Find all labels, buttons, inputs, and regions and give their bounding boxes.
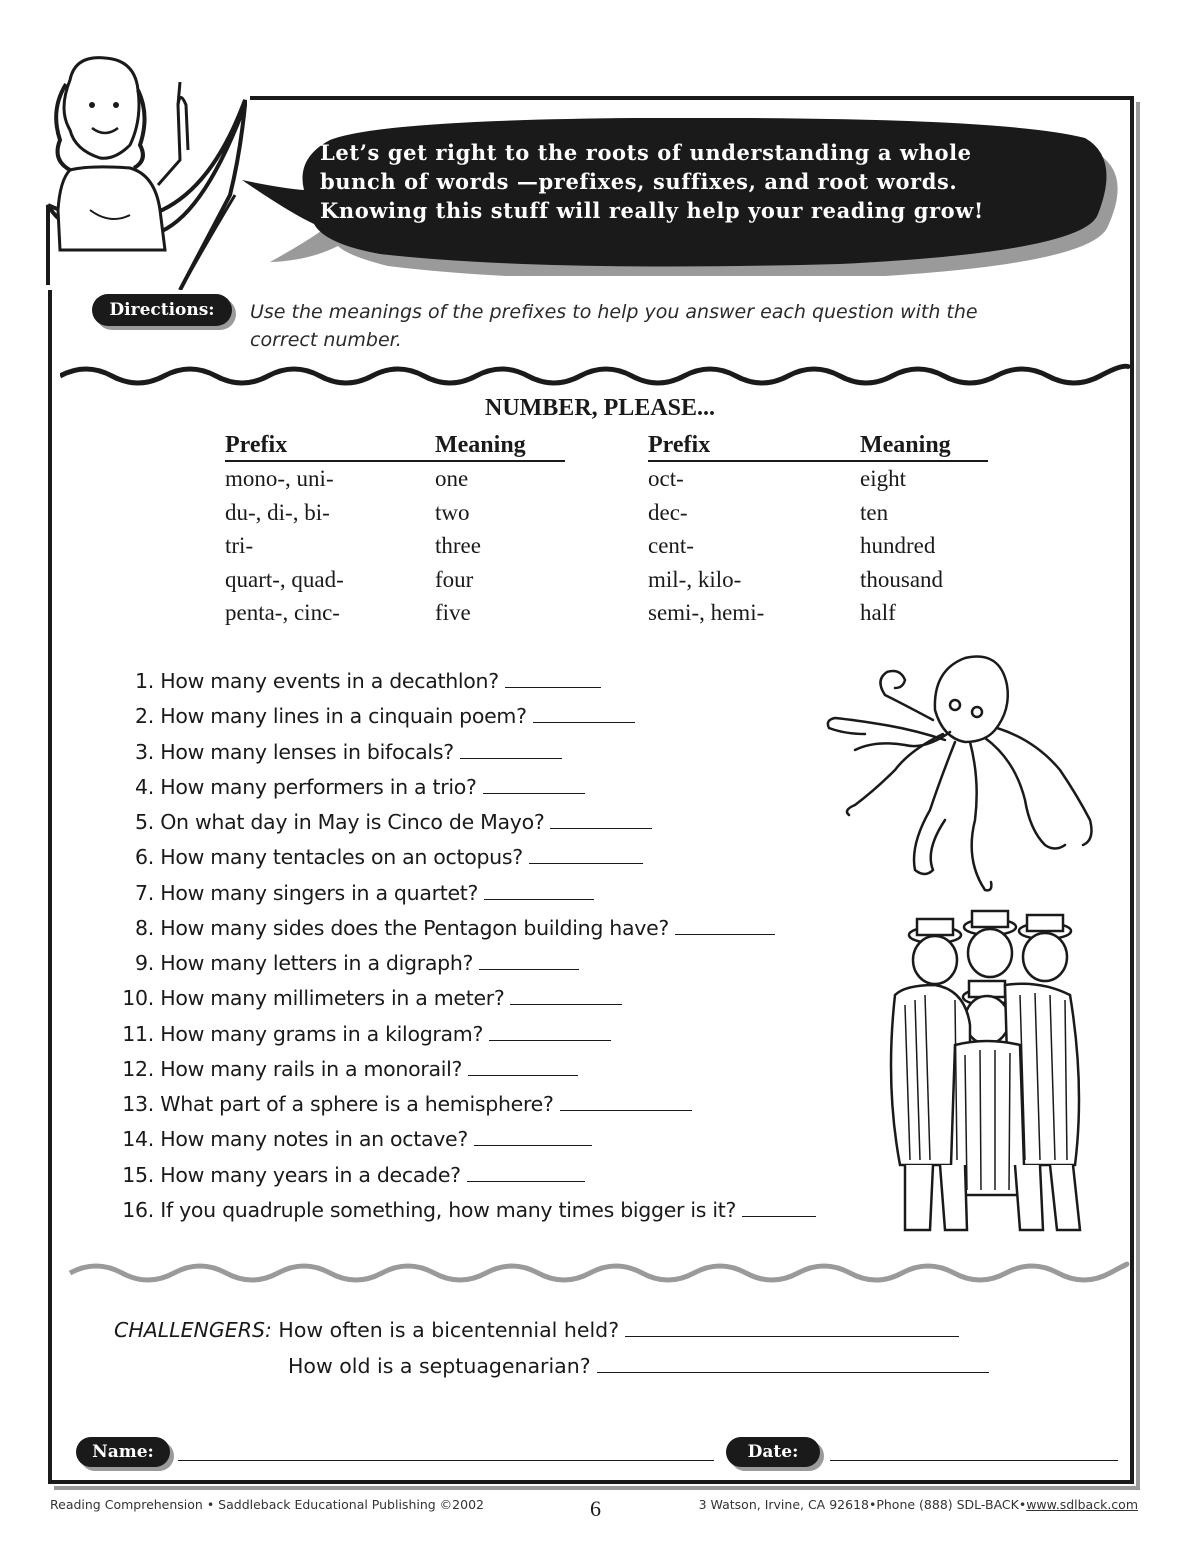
question-text: How many lines in a cinquain poem? bbox=[160, 704, 527, 729]
date-field[interactable] bbox=[830, 1460, 1118, 1461]
answer-blank[interactable] bbox=[597, 1354, 989, 1373]
meaning-cell: four bbox=[435, 566, 474, 592]
question-item bbox=[108, 981, 868, 1016]
answer-blank[interactable] bbox=[460, 740, 562, 759]
question-item bbox=[108, 1158, 868, 1193]
answer-blank[interactable] bbox=[467, 1163, 585, 1182]
directions-text: Use the meanings of the prefixes to help you answer each question with the correct number. bbox=[250, 301, 978, 351]
answer-blank[interactable] bbox=[529, 845, 643, 864]
question-item bbox=[108, 1087, 868, 1122]
answer-blank[interactable] bbox=[510, 986, 622, 1005]
question-item bbox=[108, 1052, 868, 1087]
question-item bbox=[108, 770, 868, 805]
answer-blank[interactable] bbox=[468, 1057, 578, 1076]
question-text: What part of a sphere is a hemisphere? bbox=[160, 1092, 554, 1116]
meaning-cell: two bbox=[435, 499, 470, 525]
question-text: How many tentacles on an octopus? bbox=[160, 845, 523, 870]
answer-blank[interactable] bbox=[483, 775, 585, 794]
meaning-column-1 bbox=[435, 430, 565, 630]
question-text: How many notes in an octave? bbox=[160, 1127, 468, 1152]
name-field[interactable] bbox=[178, 1460, 714, 1461]
question-item bbox=[108, 664, 868, 699]
challengers-section bbox=[114, 1312, 989, 1384]
question-number: 2. bbox=[135, 704, 154, 729]
wavy-divider-bottom bbox=[60, 1255, 1130, 1285]
octopus-illustration bbox=[815, 650, 1100, 895]
challengers-label: CHALLENGERS: bbox=[114, 1318, 272, 1342]
question-item bbox=[108, 876, 868, 911]
footer-credit: Reading Comprehension • Saddleback Educational Publishing ©2002 bbox=[50, 1497, 484, 1512]
prefix-cell: mil-, kilo- bbox=[648, 566, 742, 592]
answer-blank[interactable] bbox=[505, 669, 601, 688]
prefix-cell: cent- bbox=[648, 533, 694, 558]
question-number: 12. bbox=[122, 1056, 154, 1081]
barbershop-quartet-illustration bbox=[875, 905, 1095, 1240]
question-number: 15. bbox=[122, 1162, 154, 1187]
meaning-column-2 bbox=[860, 430, 988, 630]
answer-blank[interactable] bbox=[474, 1127, 592, 1146]
speech-line: Let’s get right to the roots of understanding a whole bbox=[320, 140, 972, 165]
challenger-question: How often is a bicentennial held? bbox=[278, 1318, 620, 1342]
speech-line: Knowing this stuff will really help your reading grow! bbox=[320, 198, 984, 223]
meaning-cell: thousand bbox=[860, 566, 944, 592]
question-number: 6. bbox=[135, 845, 154, 870]
name-label: Name: bbox=[76, 1437, 170, 1467]
question-number: 8. bbox=[135, 915, 154, 940]
question-list bbox=[108, 664, 868, 1228]
question-item bbox=[108, 1017, 868, 1052]
question-item bbox=[108, 735, 868, 770]
question-text: How many grams in a kilogram? bbox=[160, 1021, 484, 1046]
answer-blank[interactable] bbox=[489, 1022, 611, 1041]
column-header: Meaning bbox=[860, 430, 988, 462]
answer-blank[interactable] bbox=[675, 916, 775, 935]
prefix-cell: oct- bbox=[648, 466, 684, 491]
prefix-cell: semi-, hemi- bbox=[648, 600, 765, 625]
question-number: 1. bbox=[135, 669, 154, 693]
question-text: How many years in a decade? bbox=[160, 1162, 461, 1187]
question-text: How many sides does the Pentagon building have? bbox=[160, 915, 669, 940]
question-text: How many events in a decathlon? bbox=[160, 669, 499, 693]
page-number: 6 bbox=[590, 1496, 601, 1521]
question-text: If you quadruple something, how many times bigger is it? bbox=[160, 1197, 737, 1222]
question-number: 9. bbox=[135, 951, 154, 975]
speech-bubble-text bbox=[320, 138, 1100, 225]
column-header: Meaning bbox=[435, 430, 565, 462]
prefix-cell: quart-, quad- bbox=[225, 566, 344, 592]
question-text: How many performers in a trio? bbox=[160, 774, 477, 799]
meaning-cell: half bbox=[860, 600, 896, 625]
question-item bbox=[108, 1122, 868, 1157]
speech-line: bunch of words —prefixes, suffixes, and root words. bbox=[320, 169, 958, 194]
question-text: On what day in May is Cinco de Mayo? bbox=[160, 810, 545, 834]
meaning-cell: one bbox=[435, 466, 469, 491]
directions-label: Directions: bbox=[92, 294, 232, 326]
girl-pointing-illustration bbox=[30, 50, 200, 270]
meaning-cell: three bbox=[435, 533, 481, 558]
question-item bbox=[108, 911, 868, 946]
wavy-divider-top bbox=[60, 358, 1130, 388]
column-header: Prefix bbox=[225, 430, 435, 462]
prefix-cell: dec- bbox=[648, 499, 688, 525]
meaning-cell: eight bbox=[860, 466, 906, 491]
prefix-cell: mono-, uni- bbox=[225, 466, 334, 491]
question-item bbox=[108, 840, 868, 875]
question-text: How many rails in a monorail? bbox=[160, 1056, 463, 1081]
answer-blank[interactable] bbox=[479, 951, 579, 970]
question-item bbox=[108, 805, 868, 840]
footer-website-link[interactable]: www.sdlback.com bbox=[1026, 1497, 1138, 1512]
footer-address: 3 Watson, Irvine, CA 92618•Phone (888) SDL-BACK• bbox=[698, 1497, 1027, 1512]
question-number: 13. bbox=[122, 1092, 154, 1116]
prefix-cell: penta-, cinc- bbox=[225, 600, 340, 625]
meaning-cell: five bbox=[435, 600, 471, 625]
answer-blank[interactable] bbox=[625, 1318, 959, 1337]
prefix-column-2 bbox=[648, 430, 860, 630]
answer-blank[interactable] bbox=[560, 1092, 692, 1111]
question-item bbox=[108, 1193, 868, 1228]
question-text: How many singers in a quartet? bbox=[160, 880, 479, 905]
question-number: 11. bbox=[122, 1021, 154, 1046]
question-number: 16. bbox=[122, 1197, 154, 1222]
answer-blank[interactable] bbox=[550, 810, 652, 829]
question-text: How many millimeters in a meter? bbox=[160, 986, 505, 1011]
answer-blank[interactable] bbox=[533, 704, 635, 723]
question-number: 14. bbox=[122, 1127, 154, 1152]
question-number: 7. bbox=[135, 880, 154, 905]
question-text: How many lenses in bifocals? bbox=[160, 739, 454, 764]
question-number: 4. bbox=[135, 774, 154, 799]
question-number: 5. bbox=[135, 810, 154, 834]
answer-blank[interactable] bbox=[742, 1198, 816, 1217]
question-number: 10. bbox=[122, 986, 154, 1011]
footer-contact bbox=[699, 1497, 1138, 1512]
meaning-cell: hundred bbox=[860, 533, 936, 558]
question-item bbox=[108, 699, 868, 734]
meaning-cell: ten bbox=[860, 499, 889, 525]
question-item bbox=[108, 946, 868, 981]
answer-blank[interactable] bbox=[484, 881, 594, 900]
column-header: Prefix bbox=[648, 430, 860, 462]
prefix-cell: du-, di-, bi- bbox=[225, 499, 330, 525]
question-text: How many letters in a digraph? bbox=[160, 951, 474, 975]
prefix-cell: tri- bbox=[225, 533, 254, 558]
challenger-row bbox=[114, 1348, 989, 1384]
table-title: NUMBER, PLEASE... bbox=[484, 395, 716, 421]
challenger-question: How old is a septuagenarian? bbox=[288, 1354, 591, 1378]
date-label: Date: bbox=[726, 1437, 820, 1467]
question-number: 3. bbox=[135, 739, 154, 764]
prefix-column-1 bbox=[225, 430, 435, 630]
challenger-row bbox=[114, 1312, 989, 1348]
